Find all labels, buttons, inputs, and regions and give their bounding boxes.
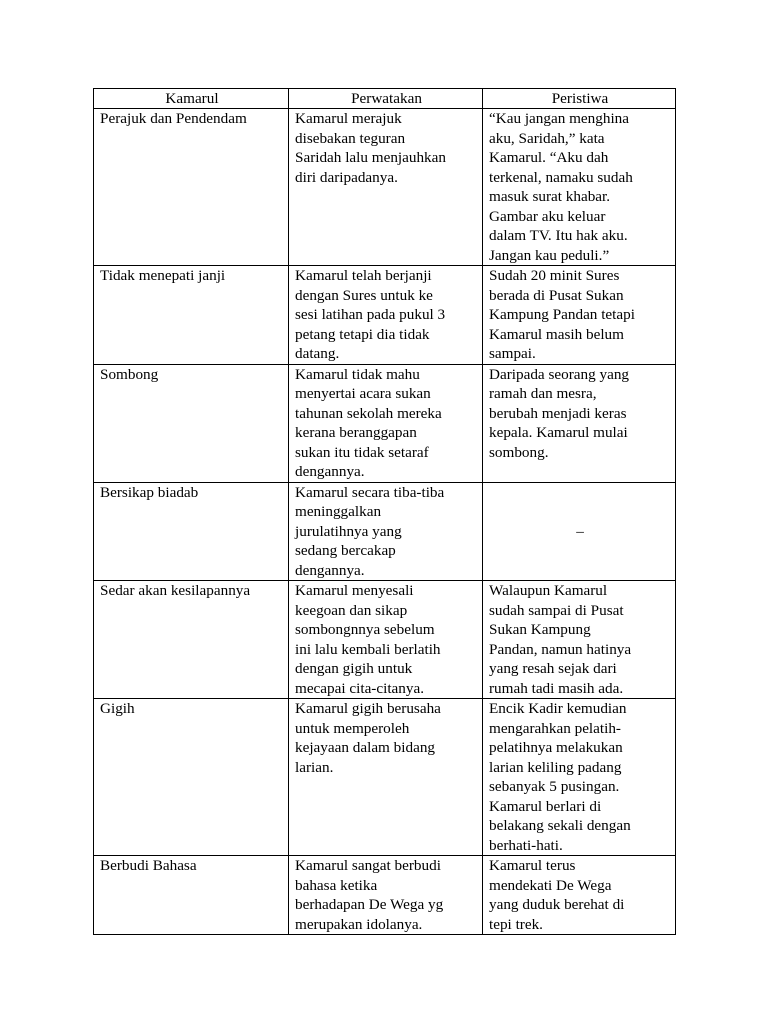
header-kamarul: Kamarul [94, 89, 289, 109]
trait-cell [94, 581, 289, 699]
description-cell [289, 266, 483, 365]
trait-cell [94, 482, 289, 581]
table-row [94, 699, 676, 856]
table-row [94, 581, 676, 699]
character-table [93, 88, 676, 935]
trait-cell [94, 364, 289, 482]
description-text: Kamarul sangat berbudi bahasa ketika berhadapan De Wega yg merupakan idolanya. [295, 857, 444, 933]
table-row [94, 364, 676, 482]
table-row [94, 482, 676, 581]
event-text: “Kau jangan menghina aku, Saridah,” kata Kamarul. “Aku dah terkenal, namaku sudah masuk surat khabar. Gambar aku keluar dalam TV. Itu hak aku. Jangan kau peduli.” [489, 110, 633, 264]
trait-text: Sedar akan kesilapannya [100, 582, 251, 599]
description-cell [289, 856, 483, 935]
description-text: Kamarul gigih berusaha untuk memperoleh kejayaan dalam bidang larian. [295, 700, 441, 776]
trait-text: Sombong [100, 365, 159, 383]
description-text: Kamarul secara tiba-tiba meninggalkan jurulatihnya yang sedang bercakap dengannya. [295, 483, 445, 579]
trait-cell [94, 109, 289, 266]
description-cell [289, 364, 483, 482]
event-cell [483, 109, 676, 266]
table-row [94, 109, 676, 266]
event-text: Walaupun Kamarul sudah sampai di Pusat Sukan Kampung Pandan, namun hatinya yang resah sejak dari rumah tadi masih ada. [489, 582, 632, 697]
table-row [94, 856, 676, 935]
header-perwatakan: Perwatakan [289, 89, 483, 109]
description-text: Kamarul merajuk disebakan teguran Saridah lalu menjauhkan diri daripadanya. [295, 110, 446, 186]
header-peristiwa: Peristiwa [483, 89, 676, 109]
table-header-row [94, 89, 676, 109]
trait-text: Berbudi Bahasa [100, 857, 197, 874]
event-cell [483, 482, 676, 581]
trait-text: Tidak menepati janji [100, 267, 226, 284]
event-text: Kamarul terus mendekati De Wega yang duduk berehat di tepi trek. [489, 857, 625, 933]
description-cell [289, 699, 483, 856]
description-cell [289, 109, 483, 266]
trait-cell [94, 699, 289, 856]
event-text: Sudah 20 minit Sures berada di Pusat Sukan Kampung Pandan tetapi Kamarul masih belum sampai. [489, 267, 635, 362]
event-cell [483, 699, 676, 856]
event-cell [483, 266, 676, 365]
trait-text: Bersikap biadab [100, 483, 199, 501]
trait-text: Gigih [100, 700, 135, 717]
description-text: Kamarul menyesali keegoan dan sikap sombongnnya sebelum ini lalu kembali berlatih dengan gigih untuk mecapai cita-citanya. [295, 582, 441, 697]
event-text: Encik Kadir kemudian mengarahkan pelatih- pelatihnya melakukan larian keliling padang sebanyak 5 pusingan. Kamarul berlari di belakang sekali dengan berhati-hati. [489, 700, 631, 854]
table-row [94, 266, 676, 365]
event-cell [483, 364, 676, 482]
description-text: Kamarul tidak mahu menyertai acara sukan tahunan sekolah mereka kerana beranggapan sukan itu tidak setaraf dengannya. [295, 365, 442, 480]
event-cell [483, 581, 676, 699]
event-cell [483, 856, 676, 935]
description-cell [289, 581, 483, 699]
event-text: – [576, 522, 584, 540]
description-cell [289, 482, 483, 581]
description-text: Kamarul telah berjanji dengan Sures untuk ke sesi latihan pada pukul 3 petang tetapi dia tidak datang. [295, 267, 446, 362]
trait-cell [94, 266, 289, 365]
event-text: Daripada seorang yang ramah dan mesra, berubah menjadi keras kepala. Kamarul mulai sombong. [489, 365, 630, 461]
trait-text: Perajuk dan Pendendam [100, 110, 247, 127]
trait-cell [94, 856, 289, 935]
